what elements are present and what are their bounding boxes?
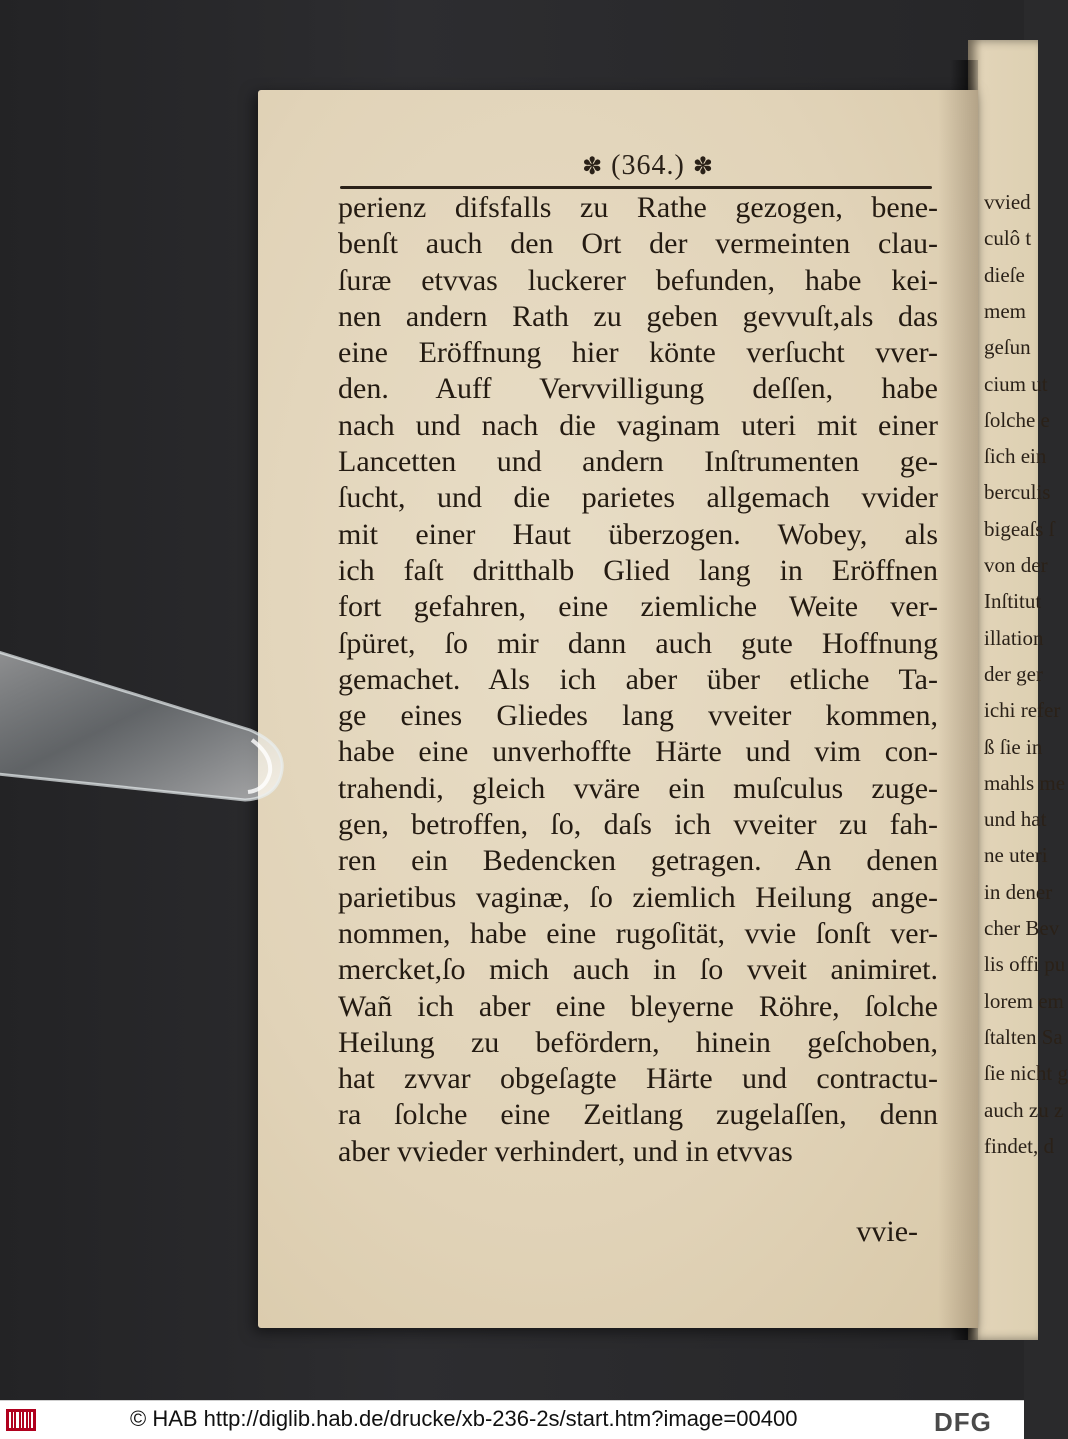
glass-page-weight (0, 620, 300, 820)
dfg-logo: DFG (934, 1407, 992, 1437)
text-line: mit einer Haut überzogen. Wobey, als (338, 517, 938, 551)
text-line: trahendi, gleich vväre ein muſculus zuge- (338, 771, 938, 805)
next-page-fragment: der ger (984, 661, 1043, 686)
next-page-fragment: mem (984, 298, 1026, 323)
text-line: Wañ ich aber eine bleyerne Röhre, ſolche (338, 989, 938, 1023)
text-line: nommen, habe eine rugoſität, vvie ſonſt ver- (338, 916, 938, 950)
next-page-fragment: in dener (984, 879, 1053, 904)
text-line: aber vvieder verhindert, und in etvvas (338, 1134, 793, 1168)
ornament-right-icon: ✽ (692, 154, 714, 180)
next-page-fragment: culô t (984, 226, 1032, 251)
text-line: parietibus vaginæ, ſo ziemlich Heilung ange- (338, 880, 938, 914)
text-line: nen andern Rath zu geben gevvuſt,als das (338, 299, 938, 333)
text-line: ich faſt dritthalb Glied lang in Eröffnen (338, 553, 938, 587)
text-line: eine Eröffnung hier könte verſucht vver- (338, 336, 938, 370)
text-line: nach und nach die vaginam uteri mit einer (338, 408, 938, 442)
page-number: (364.) (611, 150, 685, 181)
text-line: fort gefahren, eine ziemliche Weite ver- (338, 590, 938, 624)
text-line: hat zvvar obgeſagte Härte und contractu- (338, 1062, 938, 1096)
text-line: ſpüret, ſo mir dann auch gute Hoffnung (338, 626, 938, 660)
text-line: Lancetten und andern Inſtrumenten ge- (338, 445, 938, 479)
hab-barcode-logo-icon (6, 1409, 36, 1431)
next-page-fragment: lis offi pu (984, 952, 1066, 977)
next-page-fragment: ß ſie in (984, 734, 1043, 759)
text-line: ge eines Gliedes lang vveiter kommen, (338, 699, 938, 733)
next-page-fragment: von der (984, 553, 1048, 577)
next-page-fragment: findet, d (984, 1133, 1054, 1158)
next-page-fragment: cium ut (984, 371, 1048, 396)
next-page-fragment: ne uteri (984, 843, 1048, 868)
page-header (558, 150, 738, 182)
text-line: ra ſolche eine Zeitlang zugelaſſen, denn (338, 1098, 938, 1132)
next-page-fragment: berculis (984, 480, 1051, 505)
body-text (338, 190, 938, 1170)
next-page-fragment: und hat (984, 807, 1047, 832)
next-page-fragment: lorem em (984, 988, 1064, 1013)
next-page-fragment: ſtalten Sa (984, 1024, 1063, 1049)
ornament-left-icon: ✽ (582, 154, 604, 180)
text-line: ſuræ etvvas luckerer befunden, habe kei- (338, 263, 938, 297)
next-page-fragment: vvied (984, 190, 1031, 214)
catchword: vvie- (856, 1215, 918, 1248)
text-line: Heilung zu befördern, hinein geſchoben, (338, 1025, 938, 1059)
next-page-fragment: geſun (984, 335, 1031, 360)
text-line: ren ein Bedencken getragen. An denen (338, 844, 938, 878)
text-line: den. Auff Vervvilligung deſſen, habe (338, 372, 938, 406)
next-page-fragment: ſie nicht g (984, 1061, 1068, 1086)
text-line: gen, betroffen, ſo, daſs ich vveiter zu fah- (338, 808, 938, 842)
text-line: ſucht, und die parietes allgemach vvider (338, 481, 938, 515)
next-page-fragment: cher Bev (984, 916, 1060, 940)
next-page-fragment: bigeaſs ſ (984, 516, 1055, 541)
next-page-fragment: ſich ein (984, 444, 1047, 469)
next-page-fragment: illation (984, 625, 1044, 650)
next-page-fragment: Inſtitut (984, 589, 1042, 614)
text-line: mercket,ſo mich auch in ſo vveit animiret. (338, 953, 938, 987)
next-page-fragment: ſolche e (984, 407, 1050, 432)
next-page-fragment: ichi refer (984, 698, 1061, 723)
next-page-fragment: mahls me (984, 770, 1066, 795)
next-page-fragment: auch zu z (984, 1097, 1064, 1122)
next-page-edge (968, 40, 1068, 1340)
text-line: perienz difsfalls zu Rathe gezogen, bene- (338, 191, 938, 224)
text-line: gemachet. Als ich aber über etliche Ta- (338, 662, 938, 696)
header-rule (340, 186, 932, 189)
next-page-fragment: dieſe (984, 262, 1025, 287)
footer-bar (0, 1400, 1024, 1439)
copyright-url: © HAB http://diglib.hab.de/drucke/xb-236-2s/start.htm?image=00400 (130, 1406, 798, 1431)
text-line: habe eine unverhoffte Härte und vim con- (338, 735, 938, 769)
book-page (258, 90, 978, 1328)
text-line: benſt auch den Ort der vermeinten clau- (338, 227, 938, 261)
